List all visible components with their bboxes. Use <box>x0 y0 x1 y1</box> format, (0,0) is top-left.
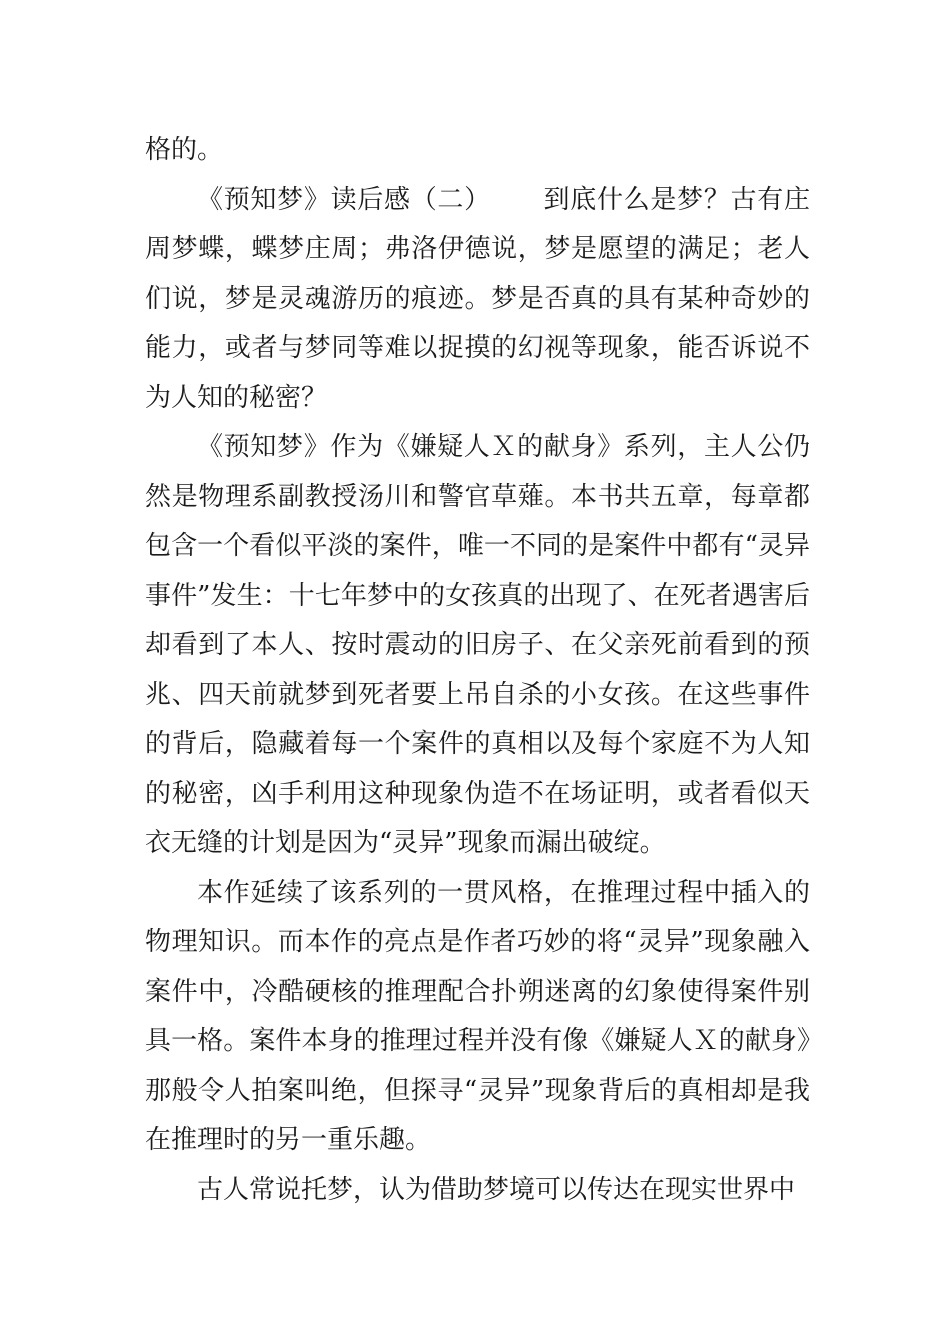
paragraph-text: 到底什么是梦？古有庄周梦蝶，蝶梦庄周；弗洛伊德说，梦是愿望的满足；老人们说，梦是灵魂游历的痕迹。梦是否真的具有某种奇妙的能力，或者与梦同等难以捉摸的幻视等现象，能否诉说不为人知的秘密？ <box>145 184 810 413</box>
paragraph-plot-summary: 《预知梦》作为《嫌疑人Ｘ的献身》系列，主人公仍然是物理系副教授汤川和警官草薙。本书共五章，每章都包含一个看似平淡的案件，唯一不同的是案件中都有“灵异事件”发生：十七年梦中的女孩真的出现了、在死者遇害后却看到了本人、按时震动的旧房子、在父亲死前看到的预兆、四天前就梦到死者要上吊自杀的小女孩。在这些事件的背后，隐藏着每一个案件的真相以及每个家庭不为人知的秘密，凶手利用这种现象伪造不在场证明，或者看似天衣无缝的计划是因为“灵异”现象而漏出破绽。 <box>145 432 810 858</box>
paragraph-review-intro <box>145 176 810 424</box>
section-heading: 《预知梦》读后感（二） <box>197 184 491 215</box>
paragraph-dream-reflection: 古人常说托梦，认为借助梦境可以传达在现实世界中 <box>197 1174 796 1205</box>
document-body <box>145 126 810 1215</box>
paragraph-style-analysis: 本作延续了该系列的一贯风格，在推理过程中插入的物理知识。而本作的亮点是作者巧妙的将“灵异”现象融入案件中，冷酷硬核的推理配合扑朔迷离的幻象使得案件别具一格。案件本身的推理过程并没有像《嫌疑人Ｘ的献身》那般令人拍案叫绝，但探寻“灵异”现象背后的真相却是我在推理时的另一重乐趣。 <box>145 877 810 1155</box>
paragraph-continuation: 格的。 <box>145 135 224 165</box>
